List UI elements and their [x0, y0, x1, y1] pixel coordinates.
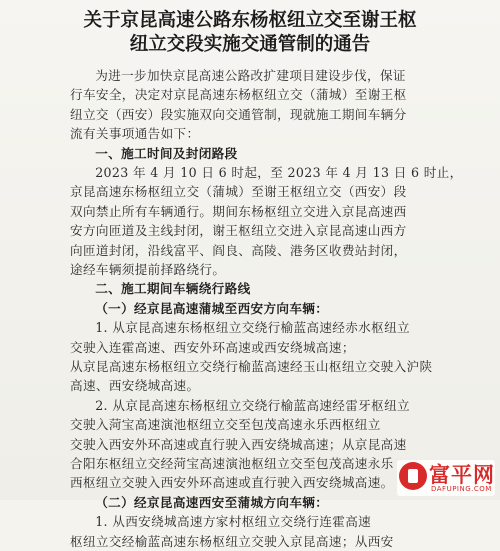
- notice-title-line-1: 关于京昆高速公路东杨枢纽立交至谢王枢: [83, 10, 417, 31]
- text-line: 西枢纽立交驶入西安外环高速或直行驶入西安绕城高速。: [70, 475, 394, 491]
- text-line: 安方向匝道及主线封闭，谢王枢纽立交进入京昆高速山西方: [70, 223, 407, 239]
- heading-text: 一、施工时间及封闭路段: [95, 145, 238, 161]
- route-3-paragraph: [70, 512, 482, 551]
- text-line: 纽立交（西安）段实施双向交通管制，现就施工期间车辆分: [70, 106, 407, 122]
- text-line: 流有关事项通告如下：: [70, 126, 200, 142]
- text-line: 交驶入连霍高速、西安外环高速或西安绕城高速；: [70, 339, 355, 355]
- text-line: 双向禁止所有车辆通行。期间东杨枢纽立交进入京昆高速西: [70, 203, 407, 219]
- route-1-paragraph: [70, 318, 482, 357]
- text-line: 2. 从京昆高速东杨枢纽立交绕行榆蓝高速经雷牙枢纽立: [95, 397, 410, 413]
- text-line: 行车安全，决定对京昆高速东杨枢纽立交（蒲城）至谢王枢: [70, 87, 407, 103]
- section-heading-2: [70, 279, 482, 298]
- text-line: 1. 从西安绕城高速方家村枢纽立交绕行连霍高速: [95, 514, 372, 530]
- watermark-brand: 富平网: [429, 463, 495, 487]
- text-line: 枢纽立交经榆蓝高速东杨枢纽立交驶入京昆高速；从西安: [70, 533, 394, 549]
- heading-text: 二、施工期间车辆绕行路线: [95, 281, 251, 297]
- text-line: 向匝道封闭，沿线富平、阎良、高陵、港务区收费站封闭，: [70, 242, 407, 258]
- text-line: 交驶入西安外环高速或直行驶入西安绕城高速；从京昆高速: [70, 436, 407, 452]
- text-line: 2023 年 4 月 10 日 6 时起，至 2023 年 4 月 13 日 6 时止，: [95, 165, 463, 180]
- fuping-logo-icon: [399, 462, 427, 490]
- text-line: 高速、西安绕城高速。: [70, 378, 200, 394]
- text-line: 从京昆高速东杨枢纽立交绕行榆蓝高速经玉山枢纽立交驶入沪陕: [70, 359, 433, 374]
- text-line: 途经车辆须提前择路绕行。: [70, 261, 226, 277]
- text-line: 京昆高速东杨枢纽立交（蒲城）至谢王枢纽立交（西安）段: [70, 184, 407, 200]
- intro-paragraph: [70, 66, 482, 144]
- route-1b-paragraph: [70, 357, 482, 396]
- text-line: 1. 从京昆高速东杨枢纽立交绕行榆蓝高速经赤水枢纽立: [95, 320, 410, 336]
- heading-text: （二）经京昆高速西安至蒲城方向车辆：: [95, 494, 329, 510]
- text-line: 合阳东枢纽立交经菏宝高速演池枢纽立交至包茂高速永乐: [70, 455, 394, 471]
- subsection-heading-1: [70, 299, 482, 318]
- text-line: 为进一步加快京昆高速公路改扩建项目建设步伐，保证: [95, 68, 406, 83]
- section-heading-1: [70, 144, 482, 163]
- site-watermark: [397, 460, 495, 496]
- heading-text: （一）经京昆高速蒲城至西安方向车辆：: [95, 300, 329, 316]
- watermark-domain: DAFUPING.COM: [431, 485, 492, 493]
- section-1-body: [70, 163, 482, 279]
- text-line: 交驶入菏宝高速演池枢纽立交至包茂高速永乐西枢纽立: [70, 417, 381, 433]
- notice-title-line-2: 纽立交段实施交通管制的通告: [129, 34, 371, 55]
